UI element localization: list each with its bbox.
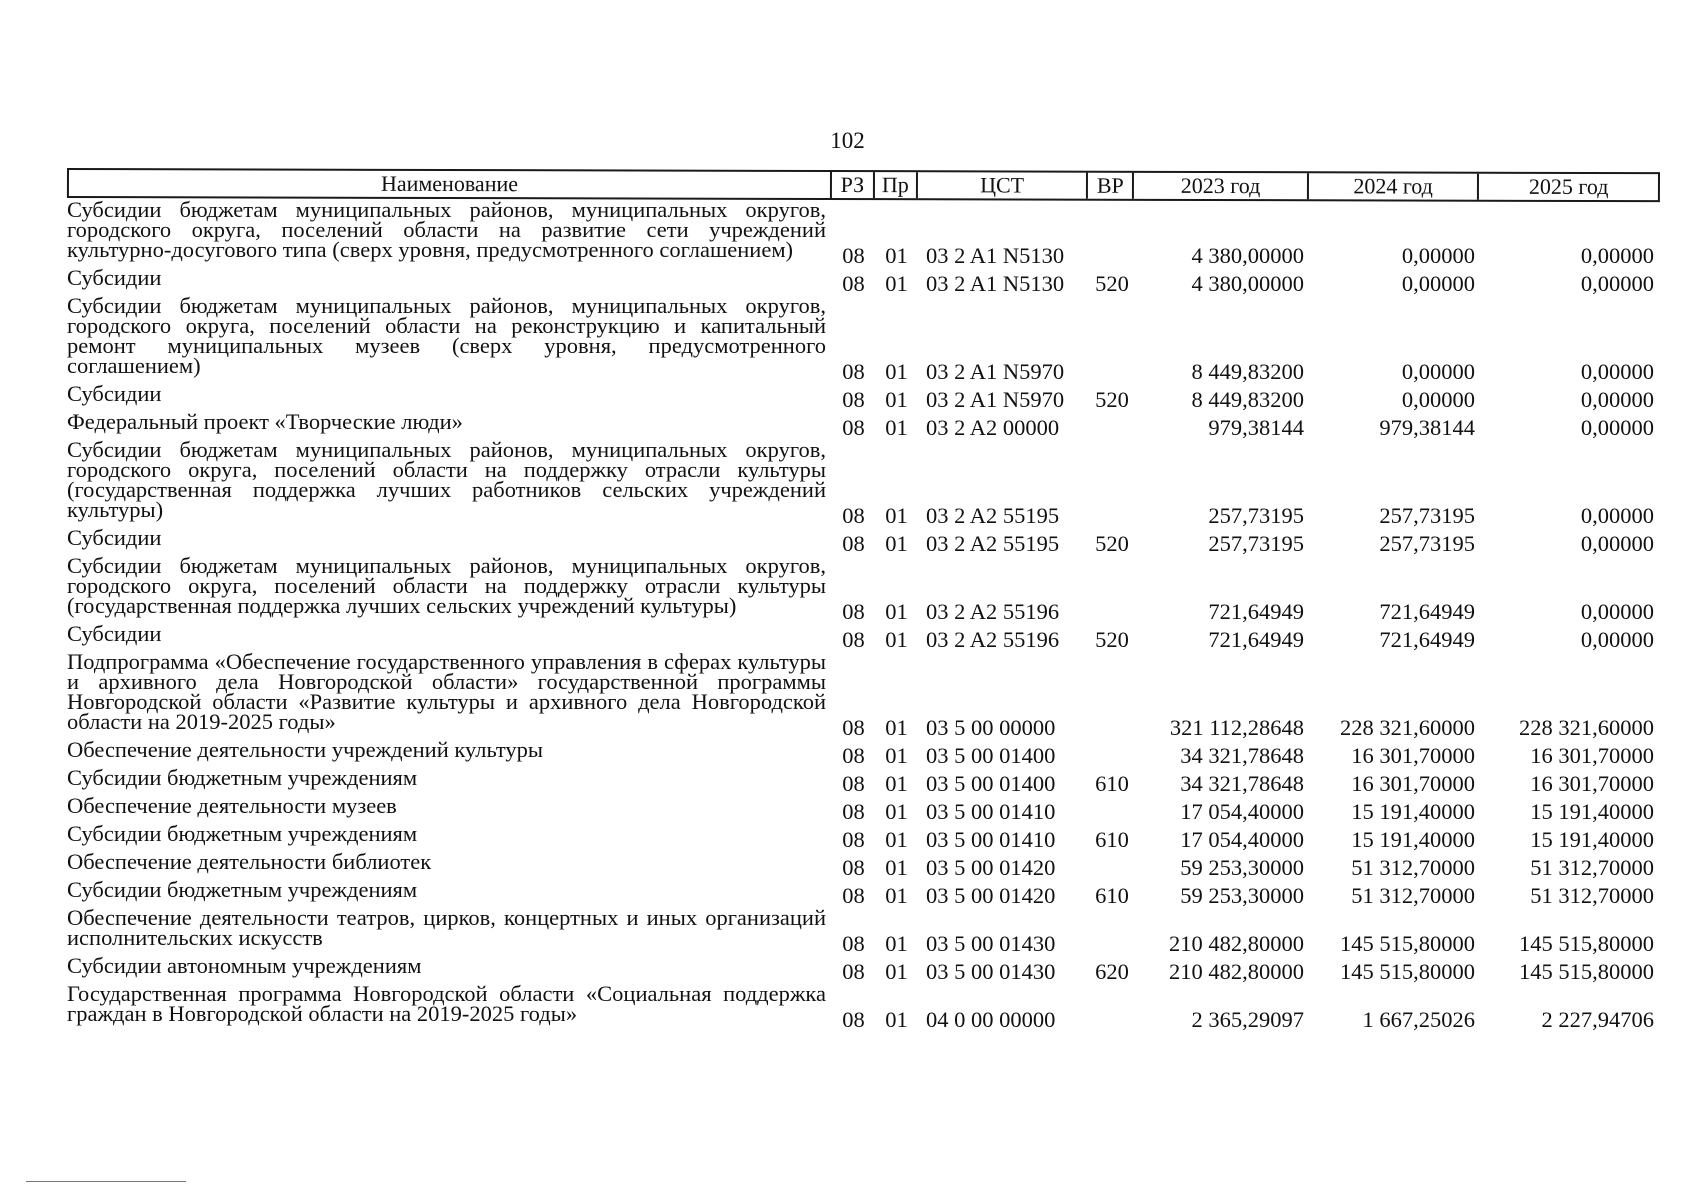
cell-cst: 03 2 A1 N5970 — [926, 387, 1065, 412]
cell-2024: 257,73195 — [1379, 531, 1475, 556]
cell-pr: 01 — [885, 243, 908, 268]
cell-2023: 59 253,30000 — [1180, 855, 1304, 880]
cell-cst: 03 2 A2 00000 — [926, 415, 1060, 440]
cell-2024: 145 515,80000 — [1340, 931, 1475, 956]
header-2023: 2023 год — [1134, 173, 1309, 199]
cell-2024: 721,64949 — [1379, 627, 1475, 652]
cell-vr — [1089, 738, 1135, 740]
cell-2025: 15 191,40000 — [1530, 827, 1654, 852]
cell-vr — [1089, 954, 1135, 956]
cell-rz: 08 — [842, 1007, 865, 1032]
cell-name: Подпрограмма «Обеспечение государственного управления в сферах культуры и архивного дела Новгородской области» государственной программы Новгородской области «Развитие культуры и архивного дела Новгородской области на 2019-2025 годы» — [67, 649, 826, 734]
cell-2024: 15 191,40000 — [1351, 799, 1475, 824]
header-2024: 2024 год — [1309, 173, 1480, 199]
cell-2023: 17 054,40000 — [1180, 827, 1304, 852]
cell-2025: 228 321,60000 — [1519, 715, 1654, 740]
cell-2025: 0,00000 — [1580, 531, 1654, 556]
cell-pr: 01 — [885, 503, 908, 528]
cell-name: Субсидии бюджетам муниципальных районов, муниципальных округов, городского округа, поселений области на реконструкцию и капитальный ремонт муниципальных музеев (сверх уровня, предусмотренного соглашением) — [67, 293, 826, 378]
cell-2024: 51 312,70000 — [1351, 883, 1475, 908]
cell-2024: 0,00000 — [1401, 271, 1475, 296]
cell-2025: 0,00000 — [1580, 503, 1654, 528]
cell-vr: 520 — [1095, 387, 1129, 412]
cell-2023: 34 321,78648 — [1180, 743, 1304, 768]
cell-pr: 01 — [885, 531, 908, 556]
cell-cst: 03 2 A1 N5970 — [926, 359, 1065, 384]
cell-2023: 4 380,00000 — [1191, 243, 1304, 268]
cell-pr: 01 — [885, 415, 908, 440]
footer-divider — [26, 1181, 186, 1182]
cell-pr: 01 — [885, 827, 908, 852]
cell-name: Федеральный проект «Творческие люди» — [67, 409, 463, 434]
header-2025: 2025 год — [1528, 173, 1609, 200]
cell-2025: 16 301,70000 — [1530, 771, 1654, 796]
cell-2024: 257,73195 — [1379, 503, 1475, 528]
cell-name: Обеспечение деятельности музеев — [67, 793, 397, 818]
cell-vr — [1089, 438, 1135, 440]
cell-rz: 08 — [842, 531, 865, 556]
cell-name: Субсидии — [67, 381, 162, 406]
table-header — [67, 168, 1660, 202]
cell-rz: 08 — [842, 627, 865, 652]
cell-name: Субсидии — [67, 265, 162, 290]
cell-2023: 59 253,30000 — [1180, 883, 1304, 908]
cell-vr: 620 — [1095, 959, 1129, 984]
header-cst: ЦСТ — [918, 172, 1089, 198]
table-row — [67, 409, 1660, 440]
cell-2023: 210 482,80000 — [1169, 959, 1304, 984]
cell-cst: 03 2 A2 55195 — [926, 531, 1060, 556]
cell-name: Субсидии бюджетным учреждениям — [67, 821, 418, 846]
cell-2023: 979,38144 — [1208, 415, 1304, 440]
cell-2025: 51 312,70000 — [1530, 883, 1654, 908]
cell-pr: 01 — [885, 715, 908, 740]
table-row — [67, 821, 1660, 852]
cell-2023: 4 380,00000 — [1191, 271, 1304, 296]
cell-rz: 08 — [842, 415, 865, 440]
cell-2023: 721,64949 — [1208, 627, 1304, 652]
table-row — [67, 265, 1660, 296]
header-pr: Пр — [875, 172, 918, 198]
cell-pr: 01 — [885, 799, 908, 824]
cell-2024: 1 667,25026 — [1362, 1007, 1475, 1032]
cell-vr: 610 — [1095, 771, 1129, 796]
cell-cst: 03 5 00 01410 — [926, 799, 1056, 824]
cell-cst: 03 2 A2 55196 — [926, 599, 1060, 624]
cell-vr — [1089, 622, 1135, 624]
page-number: 102 — [830, 128, 865, 153]
cell-pr: 01 — [885, 883, 908, 908]
cell-2023: 34 321,78648 — [1180, 771, 1304, 796]
cell-vr: 520 — [1095, 531, 1129, 556]
header-vr: ВР — [1088, 173, 1134, 199]
cell-2024: 15 191,40000 — [1351, 827, 1475, 852]
cell-2025: 0,00000 — [1580, 387, 1654, 412]
cell-rz: 08 — [842, 799, 865, 824]
table-row — [67, 793, 1660, 824]
cell-vr — [1089, 1030, 1135, 1032]
cell-2025: 145 515,80000 — [1519, 959, 1654, 984]
cell-2025: 0,00000 — [1580, 415, 1654, 440]
cell-vr: 520 — [1095, 271, 1129, 296]
cell-cst: 03 5 00 01430 — [926, 959, 1056, 984]
cell-2025: 0,00000 — [1580, 271, 1654, 296]
cell-rz: 08 — [842, 959, 865, 984]
cell-name: Субсидии бюджетам муниципальных районов, муниципальных округов, городского округа, поселений области на развитие сети учреждений культурно-досугового типа (сверх уровня, предусмотренного соглашением) — [67, 197, 826, 262]
cell-cst: 03 2 A1 N5130 — [926, 243, 1065, 268]
cell-2025: 0,00000 — [1580, 627, 1654, 652]
cell-name: Субсидии бюджетным учреждениям — [67, 877, 418, 902]
cell-cst: 03 5 00 01400 — [926, 771, 1056, 796]
cell-2025: 51 312,70000 — [1530, 855, 1654, 880]
cell-name: Субсидии — [67, 525, 162, 550]
cell-cst: 03 5 00 01410 — [926, 827, 1056, 852]
table-row — [67, 849, 1660, 880]
cell-name: Обеспечение деятельности библиотек — [67, 849, 432, 874]
cell-rz: 08 — [842, 359, 865, 384]
table-row — [67, 953, 1660, 984]
cell-2024: 0,00000 — [1401, 387, 1475, 412]
cell-2023: 17 054,40000 — [1180, 799, 1304, 824]
cell-vr — [1089, 266, 1135, 268]
cell-cst: 03 2 A2 55195 — [926, 503, 1060, 528]
cell-vr — [1089, 822, 1135, 824]
cell-pr: 01 — [885, 359, 908, 384]
cell-vr: 610 — [1095, 827, 1129, 852]
table-row — [67, 381, 1660, 412]
cell-2023: 257,73195 — [1208, 503, 1304, 528]
cell-cst: 03 2 A2 55196 — [926, 627, 1060, 652]
table-row — [67, 649, 1660, 740]
cell-rz: 08 — [842, 387, 865, 412]
cell-rz: 08 — [842, 243, 865, 268]
cell-2025: 145 515,80000 — [1519, 931, 1654, 956]
cell-2025: 0,00000 — [1580, 243, 1654, 268]
table-row — [67, 765, 1660, 796]
budget-table — [67, 168, 1660, 1032]
cell-rz: 08 — [842, 827, 865, 852]
cell-cst: 03 5 00 01400 — [926, 743, 1056, 768]
table-row — [67, 981, 1660, 1032]
table-row — [67, 905, 1660, 956]
cell-pr: 01 — [885, 931, 908, 956]
cell-cst: 03 5 00 01420 — [926, 855, 1056, 880]
table-row — [67, 293, 1660, 384]
cell-pr: 01 — [885, 387, 908, 412]
cell-pr: 01 — [885, 599, 908, 624]
cell-pr: 01 — [885, 743, 908, 768]
cell-pr: 01 — [885, 959, 908, 984]
cell-2025: 2 227,94706 — [1541, 1007, 1654, 1032]
cell-name: Субсидии бюджетам муниципальных районов, муниципальных округов, городского округа, поселений области на поддержку отрасли культуры (государственная поддержка лучших сельских учреждений культуры) — [67, 553, 826, 618]
cell-rz: 08 — [842, 743, 865, 768]
cell-2023: 321 112,28648 — [1169, 715, 1304, 740]
cell-rz: 08 — [842, 271, 865, 296]
cell-2025: 0,00000 — [1580, 359, 1654, 384]
cell-pr: 01 — [885, 271, 908, 296]
cell-vr — [1089, 766, 1135, 768]
cell-2024: 16 301,70000 — [1351, 743, 1475, 768]
cell-2024: 16 301,70000 — [1351, 771, 1475, 796]
cell-name: Субсидии автономным учреждениям — [67, 953, 422, 978]
cell-2024: 51 312,70000 — [1351, 855, 1475, 880]
cell-2023: 721,64949 — [1208, 599, 1304, 624]
cell-cst: 03 2 A1 N5130 — [926, 271, 1065, 296]
cell-vr: 610 — [1095, 883, 1129, 908]
cell-name: Обеспечение деятельности театров, цирков, концертных и иных организаций исполнительских искусств — [67, 905, 826, 950]
cell-2023: 210 482,80000 — [1169, 931, 1304, 956]
cell-cst: 03 5 00 01420 — [926, 883, 1056, 908]
table-row — [67, 877, 1660, 908]
cell-name: Субсидии — [67, 621, 162, 646]
table-row — [67, 525, 1660, 556]
table-body — [67, 197, 1660, 1032]
cell-rz: 08 — [842, 931, 865, 956]
cell-name: Государственная программа Новгородской области «Социальная поддержка граждан в Новгородской области на 2019-2025 годы» — [67, 981, 826, 1026]
header-name: Наименование — [69, 170, 832, 198]
cell-vr: 520 — [1095, 627, 1129, 652]
cell-vr — [1089, 878, 1135, 880]
table-row — [67, 737, 1660, 768]
cell-2023: 257,73195 — [1208, 531, 1304, 556]
cell-cst: 04 0 00 00000 — [926, 1007, 1056, 1032]
table-row — [67, 197, 1660, 268]
cell-2024: 979,38144 — [1379, 415, 1475, 440]
cell-2024: 0,00000 — [1401, 243, 1475, 268]
cell-rz: 08 — [842, 883, 865, 908]
cell-vr — [1089, 382, 1135, 384]
cell-rz: 08 — [842, 503, 865, 528]
cell-name: Обеспечение деятельности учреждений культуры — [67, 737, 544, 762]
cell-2024: 145 515,80000 — [1340, 959, 1475, 984]
cell-rz: 08 — [842, 715, 865, 740]
cell-cst: 03 5 00 01430 — [926, 931, 1056, 956]
cell-2024: 721,64949 — [1379, 599, 1475, 624]
cell-2023: 2 365,29097 — [1191, 1007, 1304, 1032]
cell-2023: 8 449,83200 — [1191, 359, 1304, 384]
header-rz: РЗ — [832, 172, 875, 198]
cell-name: Субсидии бюджетам муниципальных районов, муниципальных округов, городского округа, поселений области на поддержку отрасли культуры (государственная поддержка лучших работников сельских учреждений культуры) — [67, 437, 826, 522]
cell-2023: 8 449,83200 — [1191, 387, 1304, 412]
cell-rz: 08 — [842, 771, 865, 796]
cell-2025: 0,00000 — [1580, 599, 1654, 624]
cell-rz: 08 — [842, 599, 865, 624]
cell-pr: 01 — [885, 1007, 908, 1032]
cell-2024: 0,00000 — [1401, 359, 1475, 384]
cell-name: Субсидии бюджетным учреждениям — [67, 765, 418, 790]
table-row — [67, 621, 1660, 652]
cell-pr: 01 — [885, 627, 908, 652]
cell-vr — [1089, 526, 1135, 528]
cell-cst: 03 5 00 00000 — [926, 715, 1056, 740]
cell-pr: 01 — [885, 855, 908, 880]
cell-pr: 01 — [885, 771, 908, 796]
cell-2024: 228 321,60000 — [1340, 715, 1475, 740]
cell-2025: 15 191,40000 — [1530, 799, 1654, 824]
cell-rz: 08 — [842, 855, 865, 880]
table-row — [67, 553, 1660, 624]
cell-2025: 16 301,70000 — [1530, 743, 1654, 768]
table-row — [67, 437, 1660, 528]
